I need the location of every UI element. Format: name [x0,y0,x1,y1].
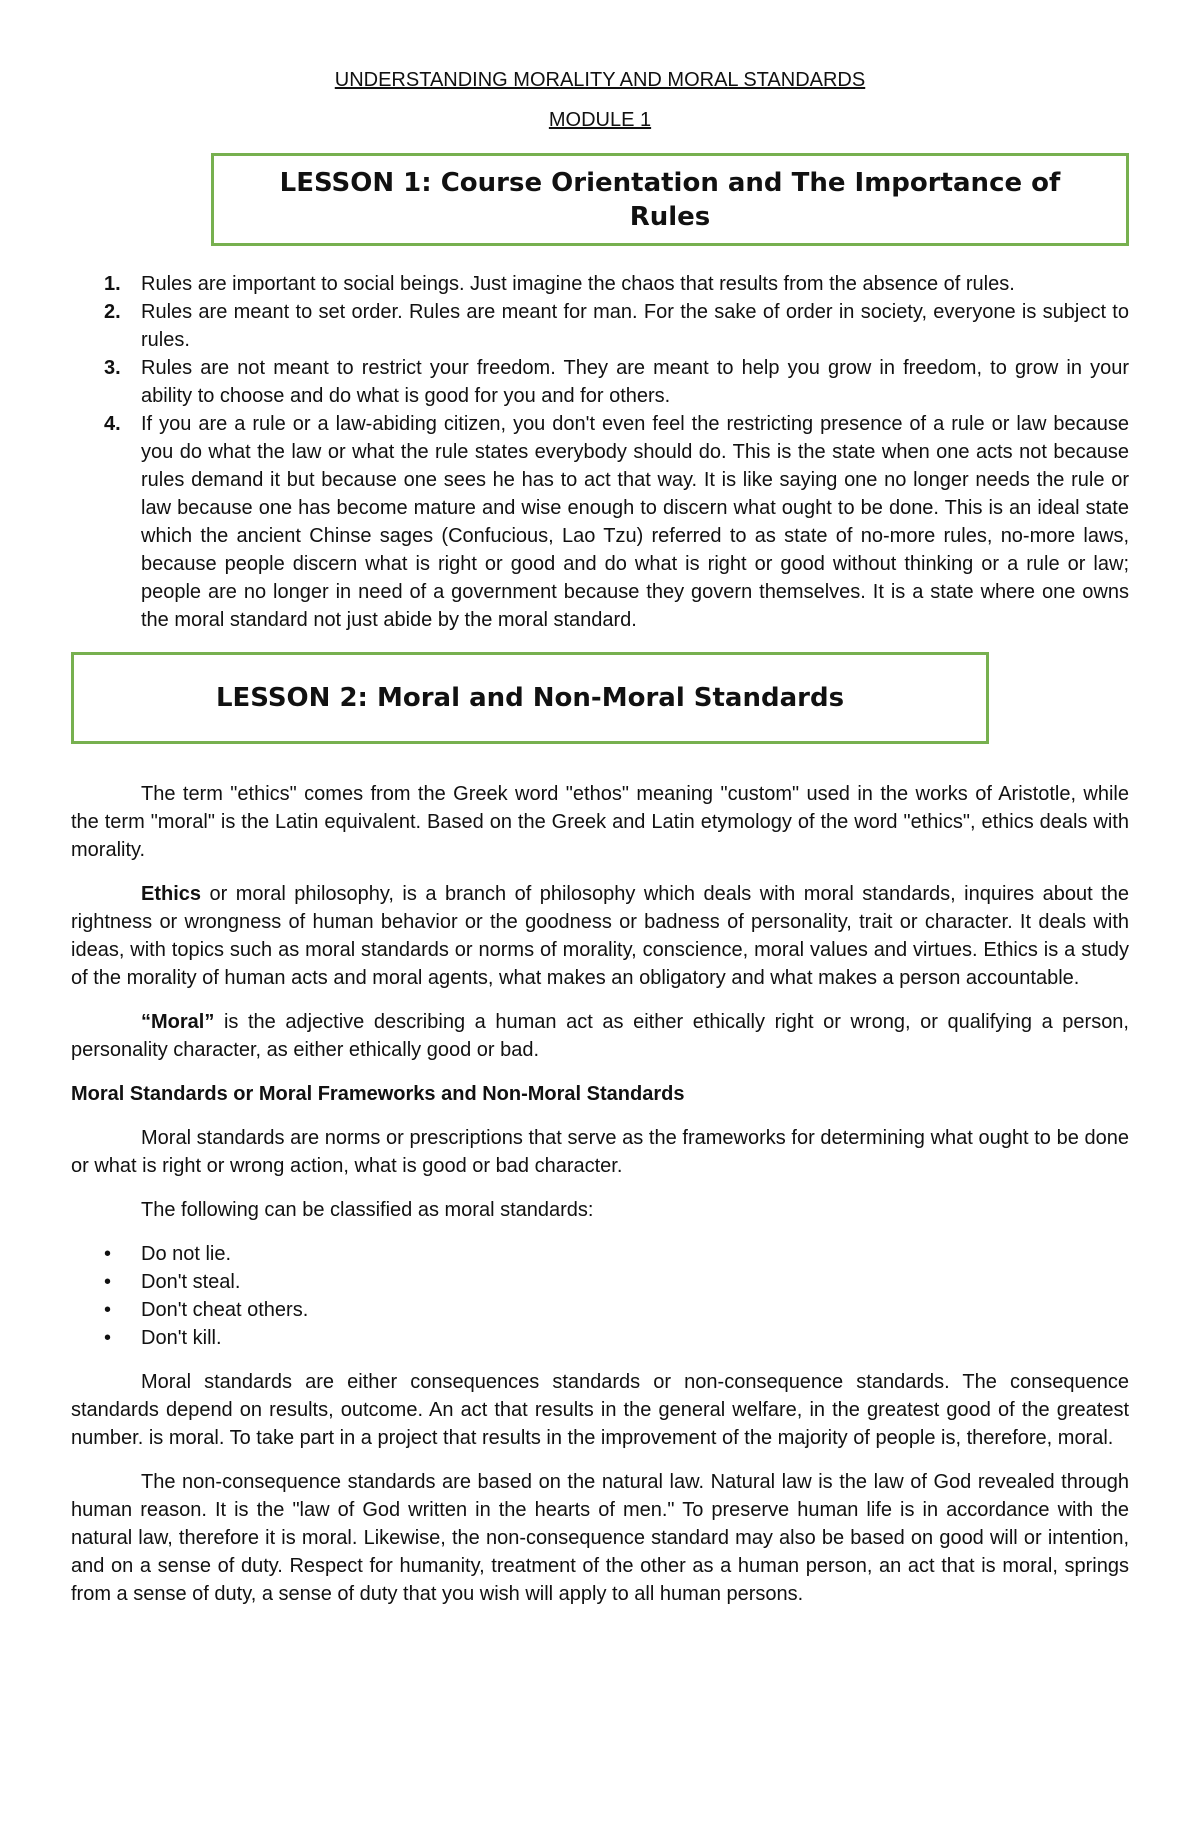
bullet-icon: • [104,1243,112,1265]
list-item [71,1296,1129,1324]
lesson1-title-box [211,153,1129,246]
classified-intro: The following can be classified as moral standards: [141,1199,594,1221]
moral-standards-definition: Moral standards are norms or prescriptions that serve as the frameworks for determining what ought to be done or what is right or wrong action, what is good or bad character. [71,1127,1129,1177]
consequence-standards-paragraph: Moral standards are either consequences standards or non-consequence standards. The consequence standards depend on results, outcome. An act that results in the general welfare, in the greatest good of the greatest number. is moral. To take part in a project that results in the improvement of the majority of people is, therefore, moral. [71,1371,1129,1449]
list-item-text: Don't kill. [141,1327,222,1349]
list-item-text: Don't steal. [141,1271,241,1293]
bullet-icon: • [104,1299,112,1321]
list-item [71,298,1129,354]
bullet-icon: • [104,1327,112,1349]
list-item-number: 2. [104,301,121,323]
list-item-number: 1. [104,273,121,295]
list-item [71,410,1129,634]
list-item-text: Rules are not meant to restrict your freedom. They are meant to help you grow in freedom, to grow in your ability to choose and do what is good for you and for others. [141,357,1129,407]
list-item-text: Rules are meant to set order. Rules are meant for man. For the sake of order in society, everyone is subject to rules. [141,301,1129,351]
moral-term: “Moral” [141,1011,215,1033]
ethics-definition-paragraph [71,880,1129,992]
bullet-icon: • [104,1271,112,1293]
moral-definition-text: is the adjective describing a human act as either ethically right or wrong, or qualifying a person, personality character, as either ethically good or bad. [71,1011,1129,1061]
nonconsequence-standards-paragraph: The non-consequence standards are based on the natural law. Natural law is the law of God revealed through human reason. It is the "law of God written in the hearts of men." To preserve human life is in accordance with the natural law, therefore it is moral. Likewise, the non-consequence standard may also be based on good will or intention, and on a sense of duty. Respect for humanity, treatment of the other as a human person, an act that is moral, springs from a sense of duty, a sense of duty that you wish will apply to all human persons. [71,1471,1129,1605]
document-title: UNDERSTANDING MORALITY AND MORAL STANDARDS [334,69,866,91]
moral-standards-subheading: Moral Standards or Moral Frameworks and Non-Moral Standards [71,1083,685,1105]
document-page [71,68,1129,1608]
module-heading: MODULE 1 [548,109,652,131]
list-item [71,1268,1129,1296]
moral-standards-list [71,1240,1129,1352]
ethics-term: Ethics [141,883,202,905]
list-item-text: If you are a rule or a law-abiding citizen, you don't even feel the restricting presence of a rule or law because you do what the law or what the rule states everybody should do. This is the state when one acts not because rules demand it but because one sees he has to act that way. It is like saying one no longer needs the rule or law because one has become mature and wise enough to discern what ought to be done. This is an ideal state which the ancient Chinse sages (Confucious, Lao Tzu) referred to as state of no-more rules, no-more laws, because people discern what is right or good and do what is right or good without thinking or a rule or law; people are no longer in need of a government because they govern themselves. It is a state where one owns the moral standard not just abide by the moral standard. [141,413,1129,631]
rules-list [71,270,1129,634]
list-item-number: 3. [104,357,121,379]
lesson2-title-box [71,652,989,744]
moral-definition-paragraph [71,1008,1129,1064]
list-item-text: Don't cheat others. [141,1299,309,1321]
ethics-definition-text: or moral philosophy, is a branch of philosophy which deals with moral standards, inquires about the rightness or wrongness of human behavior or the goodness or badness of personality, trait or character. It deals with ideas, with topics such as moral standards or norms of morality, conscience, moral values and virtues. Ethics is a study of the morality of human acts and moral agents, what makes an obligatory and what makes a person accountable. [71,883,1129,989]
list-item [71,354,1129,410]
lesson1-title: LESSON 1: Course Orientation and The Importance of Rules [279,167,1061,232]
list-item-number: 4. [104,413,121,435]
list-item-text: Do not lie. [141,1243,232,1265]
list-item [71,1240,1129,1268]
list-item-text: Rules are important to social beings. Just imagine the chaos that results from the absence of rules. [141,273,1015,295]
ethics-intro-paragraph: The term "ethics" comes from the Greek word "ethos" meaning "custom" used in the works of Aristotle, while the term "moral" is the Latin equivalent. Based on the Greek and Latin etymology of the word "ethics", ethics deals with morality. [71,783,1129,861]
list-item [71,270,1129,298]
lesson2-title: LESSON 2: Moral and Non-Moral Standards [215,683,845,713]
list-item [71,1324,1129,1352]
